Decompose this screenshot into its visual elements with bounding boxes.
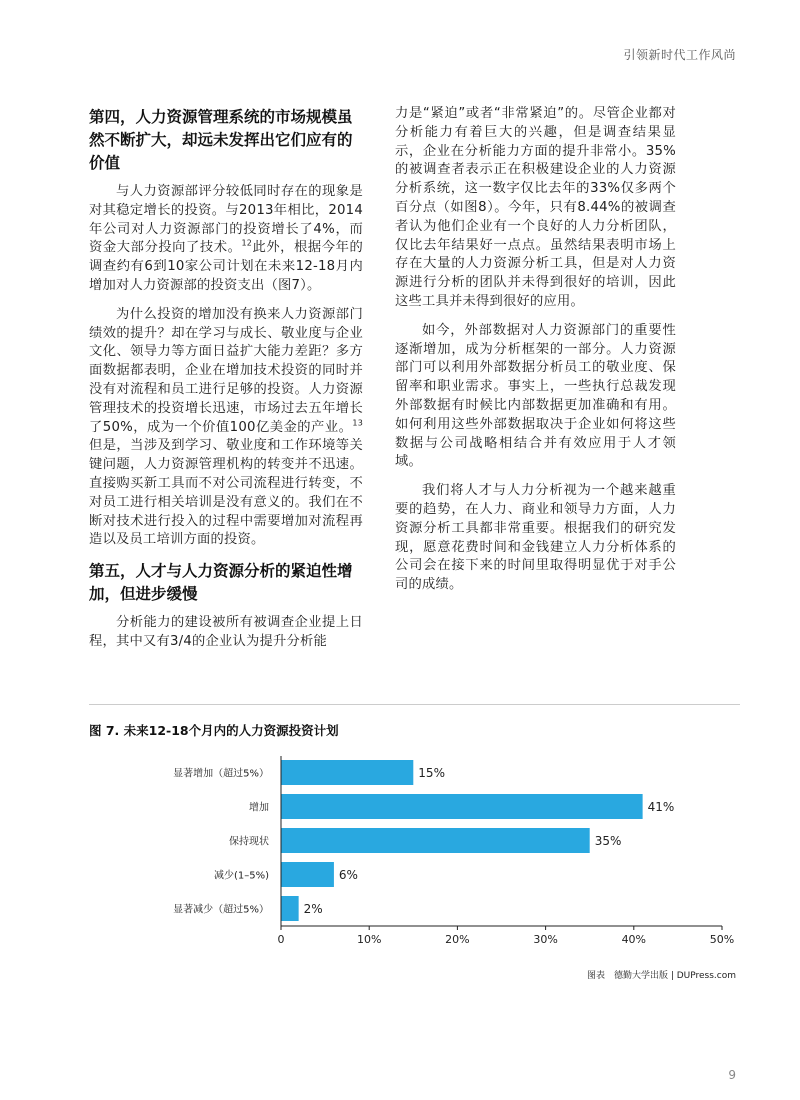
category-label: 显著减少（超过5%） bbox=[173, 904, 269, 916]
figure-source: 图表 德勤大学出版 | DUPress.com bbox=[586, 971, 736, 981]
figure-title: 图 7. 未来12-18个月内的人力资源投资计划 bbox=[89, 723, 339, 738]
paragraph-text: 为什么投资的增加没有换来人力资源部门绩效的提升？却在学习与成长、敬业度与企业文化、领导力等方面日益扩大能力差距？多方面数据都表明，企业在增加技术投资的同时并没有对流程和员工进行足够的投资。人力资源管理技术的投资增长迅速，市场过去五年增长了50%，成为一个价值100亿美金的产业。 bbox=[89, 306, 363, 435]
footnote-ref[interactable]: 12 bbox=[241, 238, 253, 248]
category-label: 保持现状 bbox=[229, 836, 269, 848]
paragraph bbox=[89, 183, 363, 296]
paragraph-text: 但是，当涉及到学习、敬业度和工作环境等关键问题，人力资源管理机构的转变并不迅速。直接购买新工具而不对公司流程进行转变，不对员工进行相关培训是没有意义的。我们在不断对技术进行投入的过程中需要增加对流程再造以及员工培训方面的投资。 bbox=[89, 438, 363, 548]
paragraph: 分析能力的建设被所有被调查企业提上日程，其中又有3/4的企业认为提升分析能 bbox=[89, 615, 363, 649]
x-tick-label: 10% bbox=[356, 933, 382, 946]
bar bbox=[281, 896, 299, 921]
paragraph: 我们将人才与人力分析视为一个越来越重要的趋势，在人力、商业和领导力方面，人力资源分析工具都非常重要。根据我们的研究发现，愿意花费时间和金钱建立人力分析体系的公司会在接下来的时间里取得明显优于对手公司的成绩。 bbox=[395, 483, 676, 593]
paragraph bbox=[89, 306, 363, 550]
category-label: 减少(1–5%) bbox=[213, 870, 269, 882]
data-label: 2% bbox=[303, 902, 323, 916]
data-label: 6% bbox=[338, 868, 358, 882]
paragraph: 如今，外部数据对人力资源部门的重要性逐渐增加，成为分析框架的一部分。人力资源部门可以利用外部数据分析员工的敬业度、保留率和职业需求。事实上，一些执行总裁发现外部数据有时候比内部数据更加准确和有用。如何利用这些外部数据取决于企业如何将这些数据与公司战略相结合并有效应用于人才领域。 bbox=[395, 322, 676, 470]
data-label: 15% bbox=[418, 766, 445, 780]
bar bbox=[281, 794, 643, 819]
bar bbox=[281, 862, 334, 887]
bar bbox=[281, 760, 413, 785]
category-label: 增加 bbox=[249, 802, 269, 814]
paragraph-text: 此外，根据今年的调查约有6到10家公司计划在未来12-18月内增加对人力资源部的投资支出（图7）。 bbox=[89, 240, 363, 293]
bar-chart bbox=[89, 745, 740, 950]
x-tick-label: 40% bbox=[621, 933, 647, 946]
x-tick-label: 30% bbox=[533, 933, 558, 946]
running-header: 引领新时代工作风尚 bbox=[623, 48, 736, 62]
category-label: 显著增加（超过5%） bbox=[173, 768, 269, 780]
section-heading-5: 第五，人才与人力资源分析的紧迫性增加，但进步缓慢 bbox=[89, 562, 353, 604]
data-label: 35% bbox=[594, 834, 622, 848]
x-tick-label: 20% bbox=[445, 933, 470, 946]
page-number: 9 bbox=[728, 1068, 736, 1082]
right-column bbox=[395, 105, 676, 605]
paragraph: 力是“紧迫”或者“非常紧迫”的。尽管企业都对分析能力有着巨大的兴趣，但是调查结果显示，企业在分析能力方面的提升非常小。35%的被调查者表示正在积极建设企业的人力资源分析系统，这一数字仅比去年的33%仅多两个百分点（如图8）。今年，只有8.44%的被调查者认为他们企业有一个良好的人力分析团队，仅比去年结果好一点点。虽然结果表明市场上存在大量的人力资源分析工具，但是对人力资源进行分析的团队并未得到很好的培训，因此这些工具并未得到很好的应用。 bbox=[395, 106, 676, 309]
x-tick-label: 0 bbox=[277, 933, 285, 946]
left-column bbox=[89, 106, 363, 662]
section-heading-4: 第四，人力资源管理系统的市场规模虽然不断扩大，却远未发挥出它们应有的价值 bbox=[89, 108, 353, 172]
x-tick-label: 50% bbox=[709, 933, 735, 946]
figure-divider bbox=[89, 704, 740, 705]
data-label: 41% bbox=[647, 800, 675, 814]
bar bbox=[281, 828, 590, 853]
paragraph-text: 与人力资源部评分较低同时存在的现象是对其稳定增长的投资。与2013年相比，2014年公司对人力资源部门的投资增长了4%，而资金大部分投向了技术。 bbox=[89, 184, 363, 256]
footnote-ref[interactable]: 13 bbox=[352, 418, 363, 428]
